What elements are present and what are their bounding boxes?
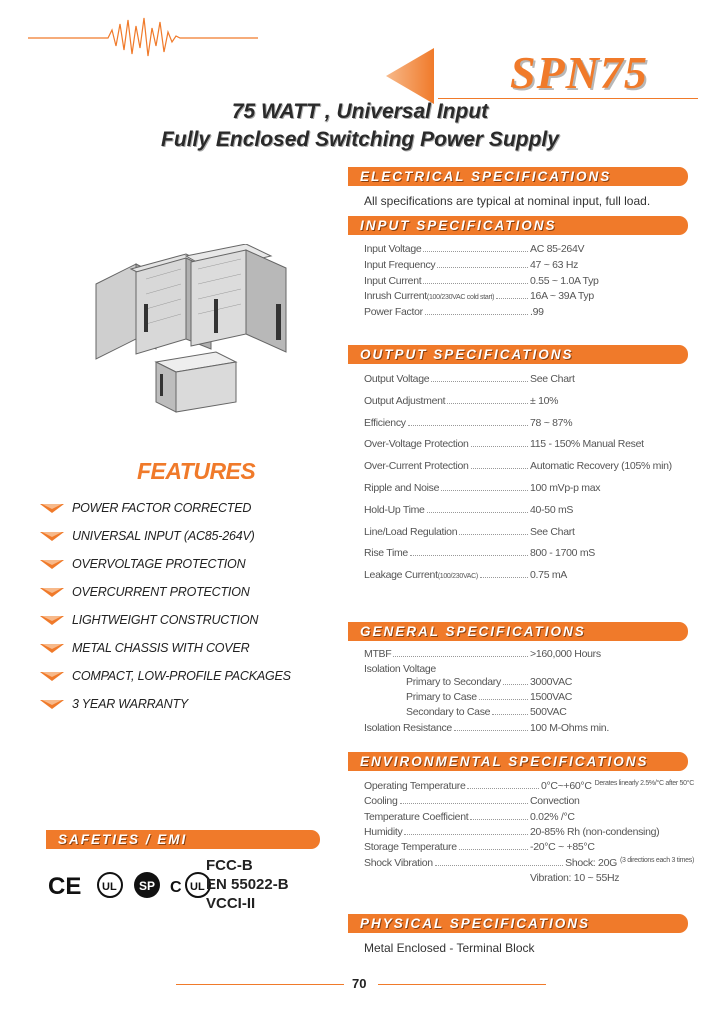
- leader-dots: [471, 438, 528, 447]
- spec-value: Automatic Recovery (105% min): [530, 460, 672, 473]
- spec-row: [364, 417, 694, 429]
- spec-row: [364, 259, 694, 271]
- spec-label: Cooling: [364, 795, 398, 808]
- leader-dots: [400, 795, 528, 804]
- spec-label: Input Frequency: [364, 259, 436, 271]
- spec-value: 40-50 mS: [530, 503, 574, 516]
- spec-label: Isolation Resistance: [364, 722, 452, 734]
- feature-label: METAL CHASSIS WITH COVER: [72, 641, 250, 655]
- electrical-header: ELECTRICAL SPECIFICATIONS: [348, 167, 688, 186]
- general-header: GENERAL SPECIFICATIONS: [348, 622, 688, 641]
- spec-value: 0.55 ~ 1.0A Typ: [530, 275, 599, 287]
- leader-dots: [496, 290, 528, 299]
- spec-label: Input Current: [364, 275, 422, 287]
- feature-item: [40, 694, 188, 714]
- leader-dots: [471, 460, 528, 469]
- ul-mark-icon: [96, 871, 124, 899]
- ce-mark-icon: [48, 873, 88, 897]
- spec-row: [364, 569, 694, 581]
- spec-row: [364, 482, 694, 494]
- spec-row: [364, 504, 694, 516]
- spec-label: Power Factor: [364, 306, 423, 318]
- waveform-graphic: [28, 12, 258, 62]
- leader-dots: [404, 826, 528, 835]
- spec-value: 100 mVp-p max: [530, 482, 601, 494]
- spec-value: 100 M-Ohms min.: [530, 722, 609, 734]
- leader-dots: [410, 547, 528, 556]
- spec-label: Storage Temperature: [364, 841, 457, 854]
- arrow-bullet-icon: [40, 586, 64, 598]
- spec-value: Shock: 20G: [565, 856, 617, 869]
- spec-label: Rise Time: [364, 547, 408, 560]
- spec-label: Primary to Secondary: [406, 676, 501, 688]
- spec-label: Leakage Current(100/230VAC): [364, 569, 478, 582]
- spec-row: [364, 795, 694, 807]
- feature-item: [40, 526, 255, 546]
- vibration-row: Vibration: 10 ~ 55Hz: [530, 872, 620, 884]
- feature-label: OVERVOLTAGE PROTECTION: [72, 557, 246, 571]
- spec-value: 20-85% Rh (non-condensing): [530, 825, 660, 838]
- leader-dots: [480, 569, 528, 578]
- title-line-2: Fully Enclosed Switching Power Supply: [161, 128, 559, 151]
- feature-label: LIGHTWEIGHT CONSTRUCTION: [72, 613, 259, 627]
- title-line-1: 75 WATT , Universal Input: [231, 100, 489, 123]
- spec-label: Temperature Coefficient: [364, 810, 469, 823]
- leader-dots: [438, 663, 528, 672]
- svg-text:SP: SP: [139, 879, 156, 893]
- spec-value: 0.75 mA: [530, 569, 568, 582]
- spec-value: 0°C~+60°C: [540, 780, 592, 792]
- leader-dots: [437, 259, 528, 268]
- spec-value: See Chart: [530, 525, 575, 538]
- arrow-bullet-icon: [40, 670, 64, 682]
- spec-row: [364, 811, 694, 823]
- spec-row: [406, 676, 694, 688]
- spec-value: ± 10%: [530, 394, 559, 407]
- spec-label: Inrush Current(100/230VAC cold start): [364, 290, 495, 302]
- spec-label: Efficiency: [364, 416, 406, 429]
- spec-row: [364, 547, 694, 559]
- input-header: INPUT SPECIFICATIONS: [348, 216, 688, 235]
- spec-note: (100/230VAC): [437, 573, 478, 581]
- leader-dots: [447, 395, 528, 404]
- spec-label: Isolation Voltage: [364, 663, 436, 675]
- feature-label: UNIVERSAL INPUT (AC85-264V): [72, 529, 255, 543]
- product-photo: [86, 244, 316, 414]
- leader-dots: [470, 811, 528, 820]
- leader-dots: [503, 676, 528, 685]
- feature-label: 3 YEAR WARRANTY: [72, 697, 189, 711]
- leader-dots: [435, 857, 563, 866]
- spec-value: 0.02% /°C: [530, 810, 575, 823]
- leader-dots: [393, 648, 528, 657]
- spec-label: Input Voltage: [364, 243, 422, 255]
- svg-text:CE: CE: [48, 873, 82, 897]
- arrow-bullet-icon: [40, 614, 64, 626]
- spec-row: [364, 780, 694, 792]
- spec-row: [364, 526, 694, 538]
- spec-value: [530, 663, 694, 675]
- leader-dots: [492, 706, 528, 715]
- spec-row: [364, 306, 694, 318]
- leader-dots: [459, 841, 528, 850]
- leader-dots: [423, 275, 528, 284]
- leader-dots: [454, 722, 528, 731]
- spec-value: -20°C ~ +85°C: [530, 841, 595, 854]
- spec-row: [364, 826, 694, 838]
- cert-logos: [48, 870, 214, 900]
- leader-dots: [467, 780, 538, 789]
- spec-row: [364, 395, 694, 407]
- spec-label: Ripple and Noise: [364, 482, 440, 494]
- spec-row: [364, 243, 694, 255]
- arrow-bullet-icon: [40, 530, 64, 542]
- spec-label: Operating Temperature: [364, 780, 466, 792]
- spec-value: Convection: [530, 795, 580, 808]
- physical-header: PHYSICAL SPECIFICATIONS: [348, 914, 688, 933]
- triangle-graphic: [386, 48, 436, 108]
- leader-dots: [431, 373, 528, 382]
- spec-row: [406, 691, 694, 703]
- spec-row: [364, 663, 694, 675]
- leader-dots: [479, 691, 528, 700]
- spec-value: 1500VAC: [530, 691, 573, 703]
- spec-value: 78 ~ 87%: [530, 416, 573, 429]
- spec-value: 115 - 150% Manual Reset: [530, 438, 644, 451]
- svg-text:UL: UL: [102, 881, 117, 893]
- certification-list: FCC-B EN 55022-B VCCI-II: [206, 857, 289, 912]
- page-number: 70: [352, 976, 367, 991]
- spec-row: [364, 648, 694, 660]
- leader-dots: [408, 417, 528, 426]
- spec-note: Derates linearly 2.5%/°C after 50°C: [594, 780, 694, 787]
- spec-value: 800 - 1700 mS: [530, 547, 595, 560]
- spec-row: [364, 290, 694, 302]
- spec-label: Over-Current Protection: [364, 460, 469, 473]
- feature-label: OVERCURRENT PROTECTION: [72, 585, 250, 599]
- csa-mark-icon: [132, 870, 162, 900]
- feature-label: POWER FACTOR CORRECTED: [72, 501, 252, 515]
- feature-label: COMPACT, LOW-PROFILE PACKAGES: [72, 669, 291, 683]
- spec-label: Humidity: [364, 825, 403, 838]
- footer-rule-right: [378, 984, 546, 985]
- model-number: SPN75: [510, 47, 648, 98]
- spec-row: [364, 275, 694, 287]
- spec-row: [364, 460, 694, 472]
- spec-label: Output Voltage: [364, 373, 430, 385]
- feature-item: [40, 666, 291, 686]
- spec-row: [364, 438, 694, 450]
- feature-item: [40, 638, 249, 658]
- feature-item: [40, 610, 258, 630]
- spec-value: AC 85-264V: [530, 243, 585, 255]
- physical-text: Metal Enclosed - Terminal Block: [364, 941, 535, 955]
- environmental-header: ENVIRONMENTAL SPECIFICATIONS: [348, 752, 688, 771]
- spec-row: [364, 841, 694, 853]
- spec-value: .99: [530, 306, 544, 318]
- arrow-bullet-icon: [40, 698, 64, 710]
- spec-label: Secondary to Case: [406, 706, 491, 718]
- arrow-bullet-icon: [40, 642, 64, 654]
- feature-item: [40, 582, 250, 602]
- spec-value: 16A ~ 39A Typ: [530, 290, 594, 302]
- spec-value: >160,000 Hours: [530, 648, 601, 660]
- spec-label: Output Adjustment: [364, 394, 446, 407]
- leader-dots: [423, 243, 528, 252]
- spec-label: MTBF: [364, 648, 392, 660]
- electrical-note: All specifications are typical at nominal input, full load.: [364, 194, 651, 208]
- spec-label: Shock Vibration: [364, 856, 433, 869]
- spec-label: Over-Voltage Protection: [364, 438, 469, 451]
- spec-label: Hold-Up Time: [364, 503, 425, 516]
- spec-value: 3000VAC: [530, 676, 573, 688]
- footer-rule-left: [176, 984, 344, 985]
- leader-dots: [441, 482, 528, 491]
- spec-label: Primary to Case: [406, 691, 477, 703]
- spec-note: (100/230VAC cold start): [426, 294, 495, 301]
- feature-item: [40, 554, 245, 574]
- spec-value: See Chart: [530, 373, 575, 385]
- svg-text:C: C: [170, 879, 182, 896]
- spec-row: [364, 373, 694, 385]
- svg-text:UL: UL: [190, 881, 205, 893]
- features-title: FEATURES: [137, 458, 256, 484]
- spec-note: (3 directions each 3 times): [620, 856, 694, 864]
- safeties-header: SAFETIES / EMI: [46, 830, 320, 849]
- arrow-bullet-icon: [40, 558, 64, 570]
- spec-row: [364, 722, 694, 734]
- leader-dots: [427, 504, 528, 513]
- spec-row: [364, 857, 694, 869]
- spec-row: [406, 706, 694, 718]
- output-header: OUTPUT SPECIFICATIONS: [348, 345, 688, 364]
- leader-dots: [459, 526, 528, 535]
- spec-value: 500VAC: [530, 706, 567, 718]
- spec-label: Line/Load Regulation: [364, 525, 458, 538]
- feature-item: [40, 498, 251, 518]
- arrow-bullet-icon: [40, 502, 64, 514]
- spec-value: 47 ~ 63 Hz: [530, 259, 579, 271]
- leader-dots: [425, 306, 528, 315]
- header-rule: [438, 98, 698, 99]
